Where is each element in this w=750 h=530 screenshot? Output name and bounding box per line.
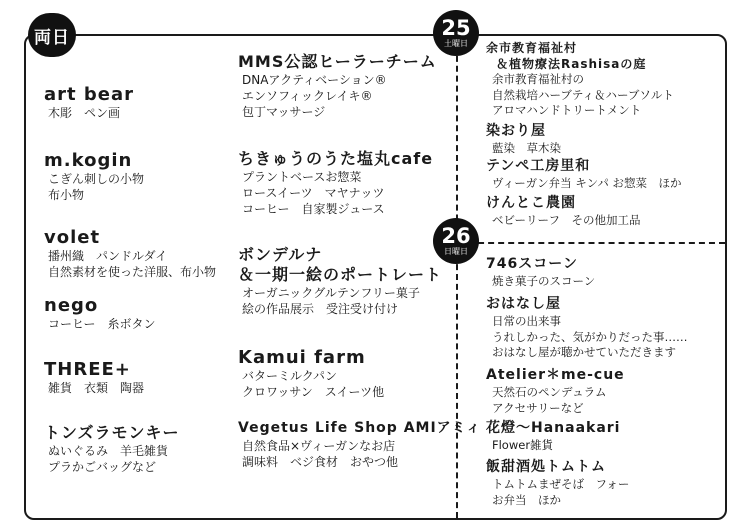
both-days-badge — [28, 13, 76, 57]
vendor-name: テンペ工房里和 — [486, 158, 591, 174]
vendor-entry — [238, 52, 437, 120]
vendor-item: こぎん刺しの小物 — [48, 172, 145, 186]
vendor-name: ちきゅうのうた塩丸cafe — [238, 149, 434, 168]
vendor-name: 染おり屋 — [486, 123, 546, 139]
vendor-entry — [486, 40, 674, 119]
vendor-item: 自然栽培ハーブティ＆ハーブソルト — [492, 87, 674, 102]
vendor-entry — [486, 156, 681, 192]
vendor-entry — [486, 418, 621, 454]
vendor-item: コーヒー 自家製ジュース — [242, 202, 385, 216]
vendor-item: エンソフィックレイキ® — [242, 89, 373, 103]
vendor-item: 調味料 ベジ食材 おやつ他 — [242, 455, 399, 469]
vendor-entry — [238, 245, 442, 317]
vendor-item: お弁当 ほか — [492, 492, 561, 507]
vendor-item: 自然素材を使った洋服、布小物 — [48, 265, 217, 279]
both-days-label: 両日 — [34, 27, 70, 48]
vendor-item: 播州織 パンドルダイ — [48, 249, 168, 263]
vendor-name: けんとこ農園 — [486, 195, 576, 211]
vendor-item: プラントベースお惣菜 — [242, 170, 362, 184]
day-25-number: 25 — [441, 15, 471, 40]
vendor-name: Atelier＊me-cue — [486, 367, 625, 383]
vendor-item: 余市教育福祉村の — [492, 72, 584, 86]
vendor-item: Flower雑貨 — [492, 438, 554, 452]
vendor-item: プラかごバッグなど — [48, 460, 157, 474]
vendor-item: トムトムまぜそば フォー — [492, 477, 630, 491]
vendor-name: 花燈～Hanaakari — [486, 420, 621, 436]
vendor-entry — [238, 149, 433, 217]
vendor-item: 布小物 — [48, 188, 85, 202]
vendor-name: THREE+ — [44, 359, 131, 380]
vendor-entry — [486, 365, 625, 416]
vendor-item: アクセサリーなど — [492, 400, 584, 415]
vendor-name: volet — [44, 227, 101, 248]
vendor-item: ぬいぐるみ 羊毛雑貨 — [48, 444, 169, 458]
vendor-entry — [486, 193, 640, 229]
vendor-item: 包丁マッサージ — [242, 105, 326, 119]
vendor-entry — [44, 423, 180, 475]
vendor-item: 木彫 ペン画 — [48, 106, 121, 120]
vendor-item: 天然石のペンデュラム — [492, 385, 607, 399]
vendor-name: m.kogin — [44, 150, 133, 171]
vendor-name: トンズラモンキー — [44, 423, 180, 442]
day-26-number: 26 — [441, 223, 471, 248]
day-25-weekday: 土曜日 — [444, 38, 468, 48]
vendor-name-line2: ＆一期一絵のポートレート — [238, 265, 443, 284]
vendor-name: art bear — [44, 84, 135, 105]
vendor-name: おはなし屋 — [486, 296, 561, 312]
vendor-item: 絵の作品展示 受注受け付け — [242, 302, 399, 316]
vendor-item: ロースイーツ マヤナッツ — [242, 186, 385, 200]
vendor-item: DNAアクティベーション® — [242, 73, 387, 87]
vendor-item: 焼き菓子のスコーン — [492, 274, 596, 288]
vendor-name: Kamui farm — [238, 347, 366, 368]
vendor-entry — [238, 418, 481, 470]
vendor-item: アロマハンドトリートメント — [492, 103, 642, 117]
vendor-item: 自然食品×ヴィーガンなお店 — [242, 439, 396, 453]
vendor-entry — [486, 254, 595, 290]
day-26-weekday: 日曜日 — [444, 246, 468, 256]
vendor-item: クロワッサン スイーツ他 — [242, 385, 385, 399]
vendor-entry — [44, 151, 144, 203]
vendor-entry — [486, 121, 561, 157]
vendor-entry — [44, 85, 134, 121]
day-25-badge — [433, 10, 479, 56]
vendor-name: 飯甜酒処トムトム — [486, 459, 606, 475]
day-divider — [458, 242, 725, 244]
vendor-entry — [238, 348, 384, 400]
vendor-name: MMS公認ヒーラーチーム — [238, 52, 437, 71]
vendor-name: Vegetus Life Shop AMIアミィ — [238, 420, 482, 436]
vendor-name: ボンデルナ — [238, 245, 323, 264]
vendor-item: ヴィーガン弁当 キンパ お惣菜 ほか — [492, 176, 682, 190]
vendor-name: 746スコーン — [486, 256, 578, 272]
vendor-entry — [486, 457, 629, 508]
vendor-entry — [486, 294, 688, 361]
vendor-item: 藍染 草木染 — [492, 141, 561, 155]
vendor-item: 雑貨 衣類 陶器 — [48, 381, 145, 395]
vendor-item: コーヒー 糸ボタン — [48, 317, 156, 331]
vendor-item: おはなし屋が聴かせていただきます — [492, 345, 676, 359]
vendor-name: nego — [44, 295, 99, 316]
vendor-item: オーガニックグルテンフリー菓子 — [242, 286, 420, 300]
vendor-name: 余市教育福祉村 — [486, 41, 578, 55]
vendor-item: うれしかった、気がかりだった事…… — [492, 329, 688, 344]
vendor-entry — [44, 360, 144, 396]
vendor-entry — [44, 228, 216, 280]
vendor-entry — [44, 296, 156, 332]
vendor-item: バターミルクパン — [242, 369, 338, 383]
vendor-name-line2: ＆植物療法Rashisaの庭 — [496, 57, 647, 71]
vendor-item: 日常の出来事 — [492, 314, 561, 328]
vendor-item: ベビーリーフ その他加工品 — [492, 213, 641, 227]
